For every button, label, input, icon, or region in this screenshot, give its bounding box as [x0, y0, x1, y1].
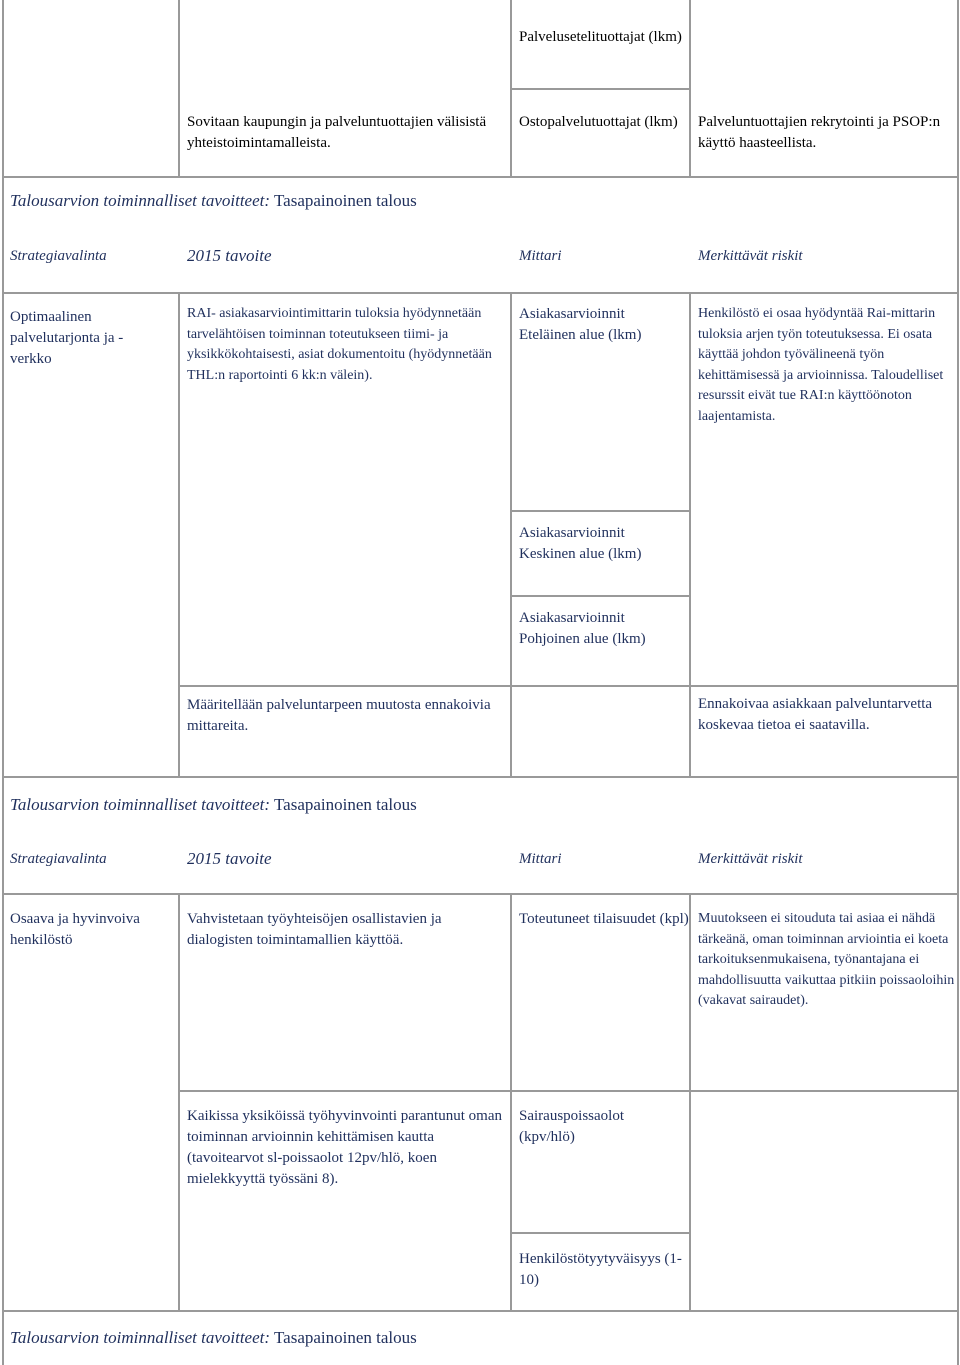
- grid-line: [178, 0, 180, 177]
- goal-text: Määritellään palveluntarpeen muutosta ennakoivia mittareita.: [187, 697, 491, 734]
- header-strategy: Strategiavalinta: [10, 851, 107, 867]
- grid-line: [178, 685, 959, 687]
- header-goal: 2015 tavoite: [187, 849, 272, 868]
- grid-line: [2, 776, 959, 778]
- header-goal: 2015 tavoite: [187, 246, 272, 265]
- grid-line: [510, 510, 691, 512]
- section-title-value: Tasapainoinen talous: [270, 191, 417, 210]
- section-title-label: Talousarvion toiminnalliset tavoitteet:: [10, 795, 271, 814]
- goal-text: Kaikissa yksiköissä työhyvinvointi parantunut oman toiminnan arvioinnin kehittämisen kautta (tavoitearvot sl-poissaolot 12pv/hlö, koen mielekkyyttä työssäni 8).: [187, 1108, 502, 1187]
- grid-line: [2, 292, 959, 294]
- section-title-value: Tasapainoinen talous: [270, 795, 417, 814]
- meter-text: Henkilöstötyytyväisyys (1-10): [519, 1251, 682, 1288]
- meter-text: Asiakasarvioinnit Eteläinen alue (lkm): [519, 306, 642, 343]
- grid-line: [510, 595, 691, 597]
- section-title-label: Talousarvion toiminnalliset tavoitteet:: [10, 191, 271, 210]
- goal-text: RAI- asiakasarviointimittarin tuloksia hyödynnetään tarvelähtöisen toiminnan toteutukseen tiimi- ja yksikkökohtaisesti, asiat dokumentoitu (hyödynnetään THL:n raportointi 6 kk:n välein).: [187, 306, 492, 383]
- grid-line: [689, 292, 691, 777]
- risk-text: Ennakoivaa asiakkaan palveluntarvetta koskevaa tietoa ei saatavilla.: [698, 696, 933, 733]
- section-title-value: Tasapainoinen talous: [270, 1328, 417, 1347]
- section-title-label: Talousarvion toiminnalliset tavoitteet:: [10, 1328, 271, 1347]
- grid-line: [178, 893, 180, 1311]
- producers-voucher-meter: Palvelusetelituottajat (lkm): [519, 29, 682, 45]
- grid-line: [510, 893, 512, 1311]
- header-meter: Mittari: [519, 851, 562, 867]
- recruitment-risk: Palveluntuottajien rekrytointi ja PSOP:n käyttö haasteellista.: [698, 114, 941, 151]
- meter-text: Sairauspoissaolot (kpv/hlö): [519, 1108, 624, 1145]
- section-title: [10, 794, 910, 815]
- grid-line: [178, 292, 180, 777]
- outsourcing-producers-meter: Ostopalvelutuottajat (lkm): [519, 114, 678, 130]
- grid-line: [689, 893, 691, 1311]
- header-strategy: Strategiavalinta: [10, 248, 107, 264]
- meter-text: Asiakasarvioinnit Keskinen alue (lkm): [519, 525, 642, 562]
- risk-text: Henkilöstö ei osaa hyödyntää Rai-mittarin tuloksia arjen työn toteutuksessa. Ei osata käyttää johdon työvälineenä työn kehittämisessä ja arvioinnissa. Taloudelliset resurssit eivät tue RAI:n käyttöönoton laajentamista.: [698, 306, 944, 424]
- grid-line: [510, 292, 512, 777]
- header-risks: Merkittävät riskit: [698, 851, 803, 867]
- goal-text: Vahvistetaan työyhteisöjen osallistavien ja dialogisten toimintamallien käyttöä.: [187, 911, 442, 948]
- section-title: [10, 1327, 910, 1348]
- grid-line: [2, 176, 959, 178]
- cooperation-goal: Sovitaan kaupungin ja palveluntuottajien välisistä yhteistoimintamalleista.: [187, 114, 487, 151]
- grid-line: [2, 0, 4, 1365]
- strategy-choice: Osaava ja hyvinvoiva henkilöstö: [10, 911, 140, 948]
- section-title: [10, 190, 910, 211]
- risk-text: Muutokseen ei sitouduta tai asiaa ei nähdä tärkeänä, oman toiminnan arviointia ei koeta tarkoituksenmukaisena, työnantajana ei mahdollisuutta vaikuttaa pitkiin poissaoloihin (vakavat sairaudet).: [698, 911, 955, 1008]
- grid-line: [510, 1232, 691, 1234]
- header-meter: Mittari: [519, 248, 562, 264]
- grid-line: [2, 1310, 959, 1312]
- meter-text: Toteutuneet tilaisuudet (kpl): [519, 911, 689, 927]
- grid-line: [510, 88, 691, 90]
- strategy-choice: Optimaalinen palvelutarjonta ja -verkko: [10, 309, 124, 367]
- grid-line: [178, 1090, 959, 1092]
- grid-line: [957, 0, 959, 1365]
- meter-text: Asiakasarvioinnit Pohjoinen alue (lkm): [519, 610, 646, 647]
- header-risks: Merkittävät riskit: [698, 248, 803, 264]
- grid-line: [2, 893, 959, 895]
